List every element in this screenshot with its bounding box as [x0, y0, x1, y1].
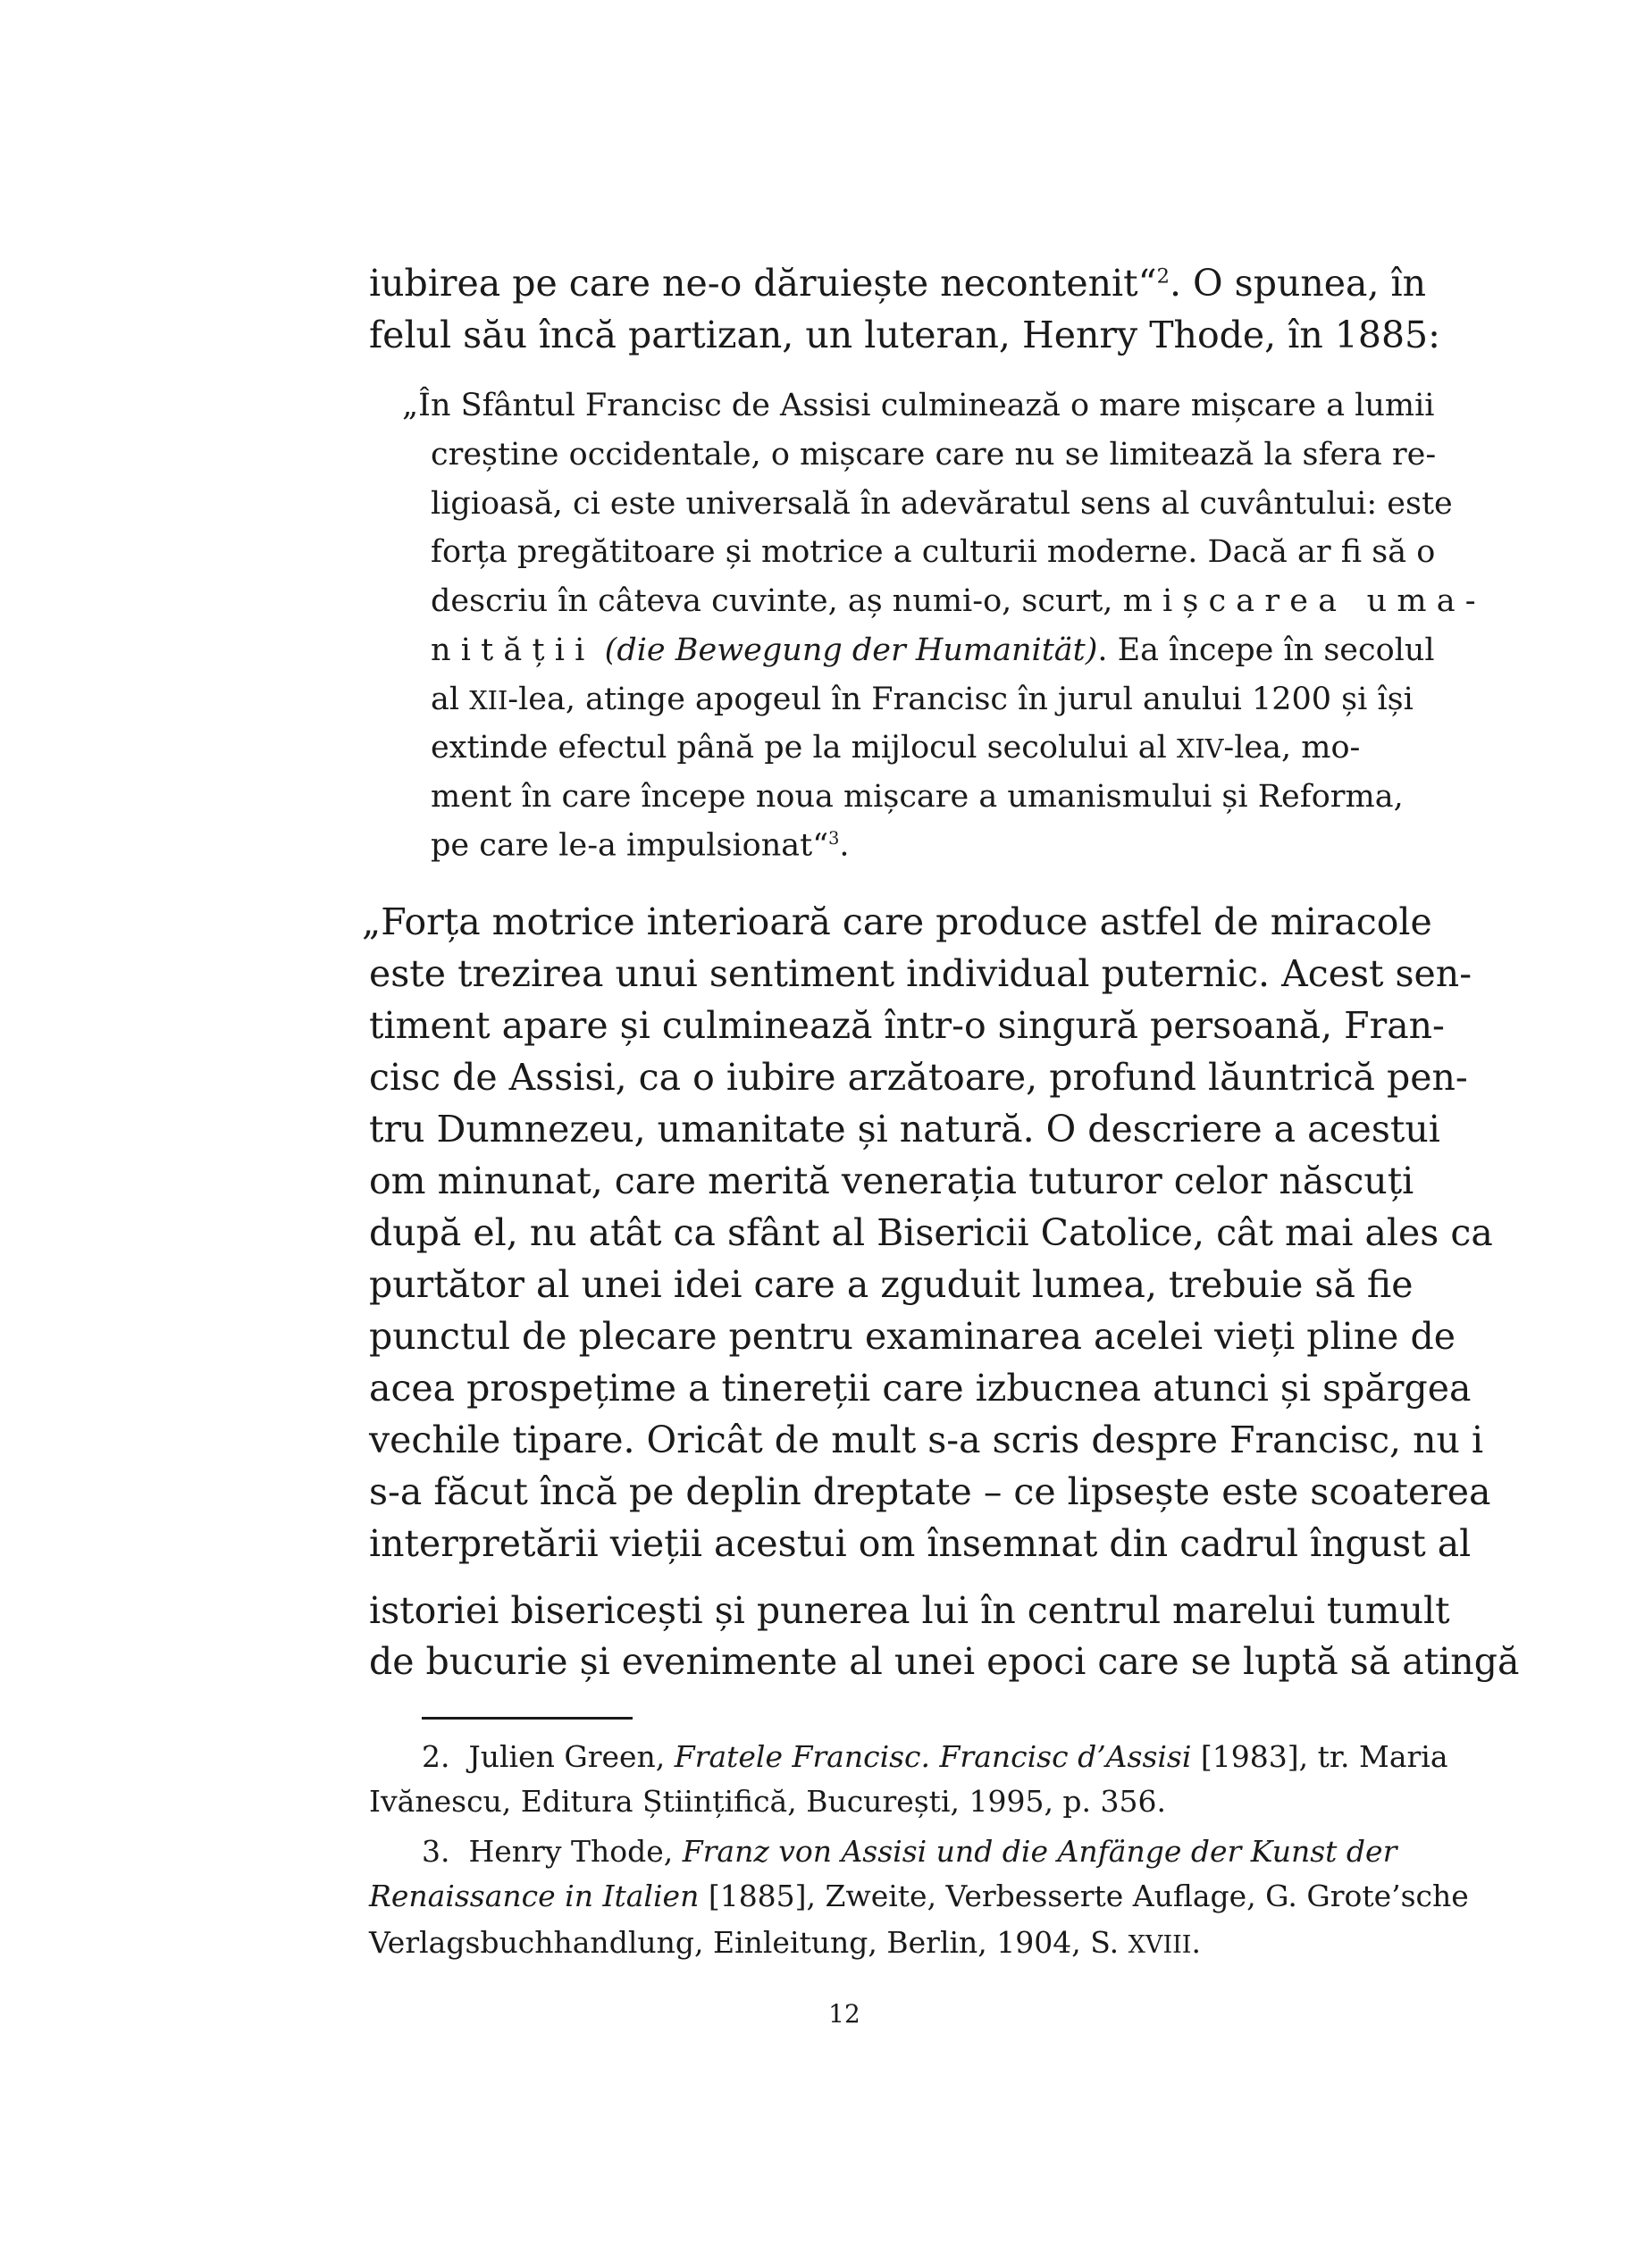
- footnote-number: 3.: [422, 1834, 450, 1869]
- quote-line-3: ligioasă, ci este universală în adevăratul sens al cuvântului: este: [431, 486, 1453, 522]
- footnote-author: Henry Thode,: [468, 1834, 683, 1869]
- body-line: este trezirea unui sentiment individual puternic. Acest sen-: [369, 952, 1472, 995]
- footnote-3-line-1: [422, 1834, 1397, 1869]
- footnote-separator: [422, 1717, 633, 1720]
- footnote-text: [1983], tr. Maria: [1191, 1739, 1448, 1774]
- quote-line-4: forța pregătitoare și motrice a culturii moderne. Dacă ar fi să o: [431, 534, 1436, 570]
- footnote-text: .: [1191, 1925, 1201, 1960]
- footnote-3-line-2: [369, 1879, 1469, 1913]
- roman-numeral: XII: [469, 685, 508, 716]
- body-line: interpretării vieții acestui om însemnat din cadrul îngust al: [369, 1522, 1472, 1565]
- footnote-ref-3[interactable]: 3: [828, 828, 840, 849]
- quote-line-1: „În Sfântul Francisc de Assisi culminează o mare mișcare a lumii: [402, 388, 1435, 423]
- body-line: acea prospețime a tinereții care izbucnea atunci și spărgea: [369, 1367, 1472, 1410]
- quote-line-7: [431, 682, 1414, 717]
- body-line: timent apare și culminează într-o singură persoană, Fran-: [369, 1004, 1445, 1047]
- body-line: s-a făcut încă pe deplin dreptate – ce lipsește este scoaterea: [369, 1470, 1491, 1513]
- quote-line-8: [431, 730, 1361, 766]
- quote-line-2: creștine occidentale, o mișcare care nu se limitează la sfera re-: [431, 437, 1437, 473]
- footnote-title: Fratele Francisc. Francisc d’Assisi: [674, 1739, 1192, 1774]
- footnote-2-line-1: [422, 1739, 1448, 1774]
- body-line: după el, nu atât ca sfânt al Bisericii Catolice, cât mai ales ca: [369, 1211, 1493, 1254]
- intro-text: iubirea pe care ne-o dăruiește necontenit“: [369, 262, 1157, 305]
- body-line: vechile tipare. Oricât de mult s-a scris despre Francisc, nu i: [369, 1419, 1484, 1461]
- quote-line-10: [431, 827, 1330, 864]
- quote-text: -lea, atinge apogeul în Francisc în jurul anului 1200 și își: [508, 682, 1414, 717]
- intro-line-2: felul său încă partizan, un luteran, Henry Thode, în 1885:: [369, 314, 1440, 356]
- intro-text-after: . O spunea, în: [1169, 262, 1427, 305]
- emphasized-term: mișcarea uma-: [1122, 583, 1486, 619]
- quote-text: pe care le-a impulsionat“: [431, 827, 829, 864]
- quote-line-5: [431, 583, 1486, 619]
- footnote-ref-2[interactable]: 2: [1156, 264, 1170, 289]
- footnote-2-line-2: Ivănescu, Editura Științifică, București, 1995, p. 356.: [369, 1784, 1167, 1819]
- body-line: istoriei bisericești și punerea lui în centrul marelui tumult: [369, 1589, 1450, 1632]
- quote-line-6: [431, 632, 1435, 668]
- body-line: cisc de Assisi, ca o iubire arzătoare, profund lăuntrică pen-: [369, 1056, 1468, 1099]
- body-line: tru Dumnezeu, umanitate și natură. O descriere a acestui: [369, 1108, 1440, 1151]
- body-line: purtător al unei idei care a zguduit lumea, trebuie să fie: [369, 1263, 1414, 1306]
- quote-text: descriu în câteva cuvinte, aș numi-o, scurt,: [431, 583, 1113, 619]
- footnote-title: Franz von Assisi und die Anfänge der Kunst der: [682, 1834, 1397, 1869]
- quote-text: . Ea începe în secolul: [1097, 632, 1435, 668]
- page-number: 12: [828, 1999, 860, 2029]
- quote-text: .: [839, 827, 850, 864]
- quote-text: al: [431, 682, 470, 717]
- roman-numeral: XIV: [1176, 733, 1224, 764]
- intro-line-1: [369, 262, 1427, 305]
- roman-numeral: XVIII: [1128, 1931, 1192, 1959]
- emphasized-term: nității: [431, 632, 595, 668]
- quote-line-9: ment în care începe noua mișcare a umanismului și Reforma,: [431, 779, 1404, 815]
- footnote-title: Renaissance in Italien: [369, 1879, 700, 1913]
- quote-text: -lea, mo-: [1223, 730, 1361, 766]
- german-term: (die Bewegung der Humanität): [604, 632, 1098, 668]
- footnote-text: Verlagsbuchhandlung, Einleitung, Berlin, 1904, S.: [369, 1925, 1128, 1960]
- body-line: om minunat, care merită venerația tuturor celor născuți: [369, 1159, 1414, 1202]
- footnote-3-line-3: [369, 1925, 1330, 1960]
- footnote-number: 2.: [422, 1739, 450, 1774]
- body-line: „Forța motrice interioară care produce astfel de miracole: [362, 900, 1432, 943]
- body-line: de bucurie și evenimente al unei epoci care se luptă să atingă: [369, 1640, 1520, 1683]
- quote-text: extinde efectul până pe la mijlocul secolului al: [431, 730, 1177, 766]
- body-line: punctul de plecare pentru examinarea acelei vieți pline de: [369, 1315, 1456, 1358]
- footnote-text: [1885], Zweite, Verbesserte Auflage, G. Grote’sche: [699, 1879, 1469, 1913]
- footnote-author: Julien Green,: [468, 1739, 675, 1774]
